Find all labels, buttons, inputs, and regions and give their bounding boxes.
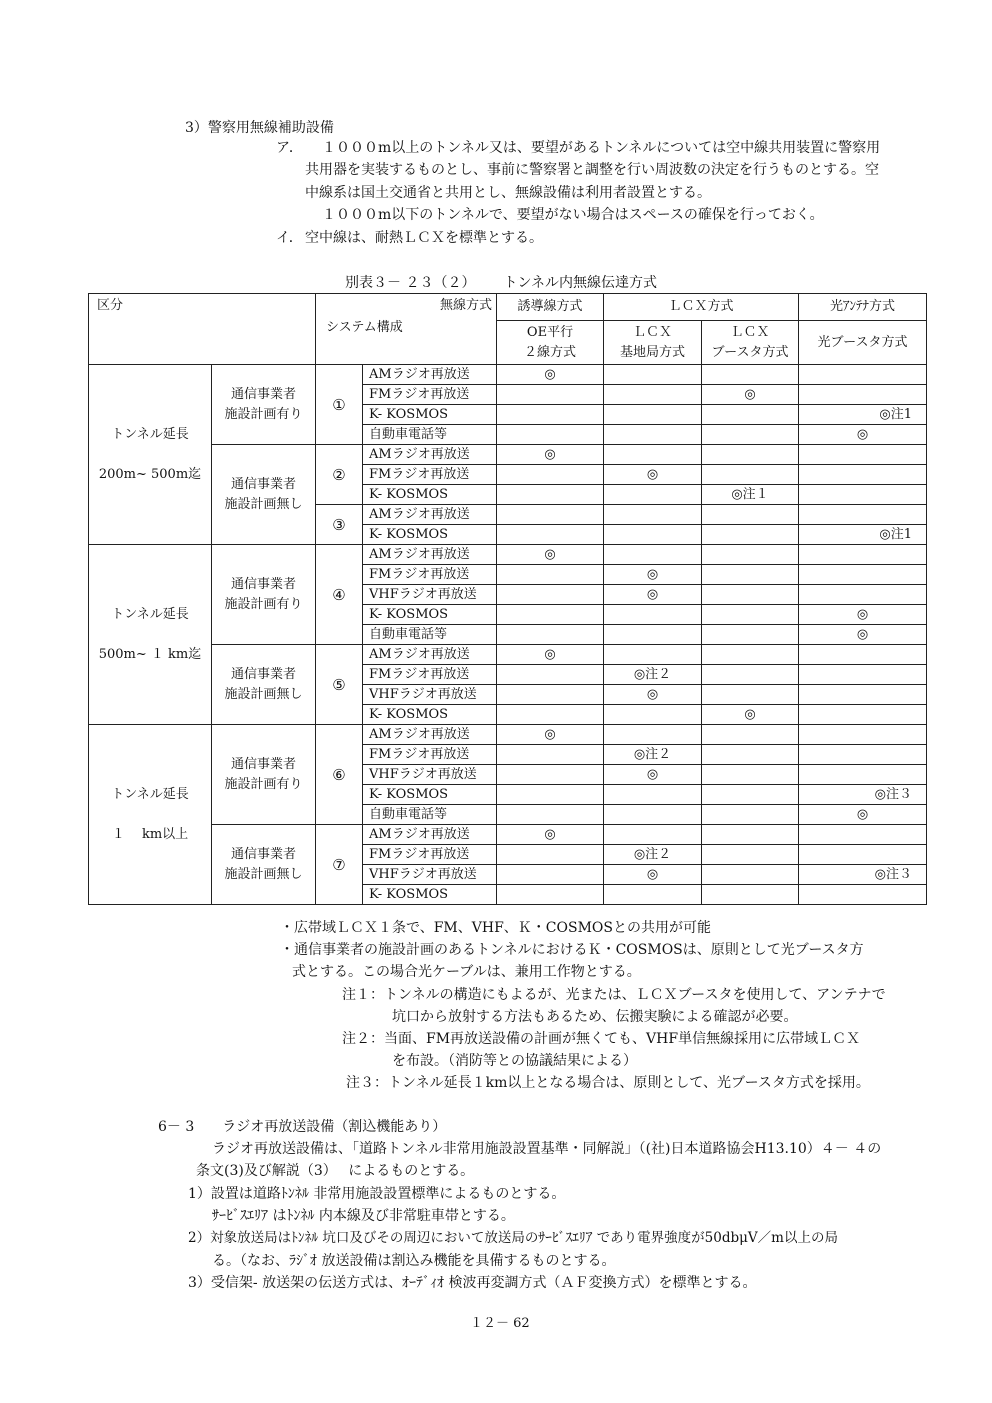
method-mark-cell: ◎ (604, 865, 702, 885)
method-mark-cell (702, 645, 799, 665)
method-mark-cell (702, 865, 799, 885)
method-mark-cell (604, 525, 702, 545)
page-number: １２－ 62 (470, 1316, 530, 1331)
item-i-line: 空中線は、耐熱ＬＣＸを標準とする。 (305, 230, 543, 246)
system-number-cell: ① (316, 365, 363, 445)
method-mark-cell (604, 705, 702, 725)
method-mark-cell (497, 865, 604, 885)
radio-transmission-table (88, 293, 927, 905)
item-a-line1: １０００m以上のトンネル又は、要望があるトンネルについては空中線共用装置に警察用 (322, 140, 881, 156)
method-mark-cell (497, 485, 604, 505)
broadcast-item-cell: VHFラジオ再放送 (363, 585, 497, 605)
header-oe: OE平行 ２線方式 (497, 321, 604, 365)
method-mark-cell (604, 485, 702, 505)
section63-item1: 1）設置は道路ﾄﾝﾈﾙ 非常用施設設置標準によるものとする。 (188, 1186, 566, 1202)
broadcast-item-cell: AMラジオ再放送 (363, 825, 497, 845)
plan-cell: 通信事業者 施設計画無し (212, 645, 316, 725)
method-mark-cell (702, 685, 799, 705)
plan-cell: 通信事業者 施設計画有り (212, 725, 316, 825)
method-mark-cell (799, 765, 927, 785)
broadcast-item-cell: 自動車電話等 (363, 425, 497, 445)
method-mark-cell: ◎注３ (799, 785, 927, 805)
method-mark-cell (604, 545, 702, 565)
table-row (89, 725, 927, 745)
method-mark-cell (604, 645, 702, 665)
table-row (89, 365, 927, 385)
section63-p1: ラジオ再放送設備は、「道路トンネル非常用施設設置基準・同解説」（(社)日本道路協会H13.10）４－ ４の (212, 1141, 882, 1157)
method-mark-cell: ◎注１ (702, 485, 799, 505)
method-mark-cell: ◎ (604, 465, 702, 485)
method-mark-cell (799, 365, 927, 385)
method-mark-cell (604, 805, 702, 825)
plan-cell: 通信事業者 施設計画有り (212, 545, 316, 645)
broadcast-item-cell: FMラジオ再放送 (363, 565, 497, 585)
method-mark-cell (497, 885, 604, 905)
item-a-line3: 中線系は国土交通省と共用とし、無線設備は利用者設置とする。 (305, 185, 711, 201)
method-mark-cell (604, 785, 702, 805)
method-mark-cell (702, 465, 799, 485)
method-mark-cell (497, 765, 604, 785)
method-mark-cell: ◎ (799, 625, 927, 645)
header-lcx-kiti: ＬＣＸ 基地局方式 (604, 321, 702, 365)
system-number-cell: ⑦ (316, 825, 363, 905)
header-kubun: 区分 (97, 298, 124, 313)
method-mark-cell (497, 845, 604, 865)
broadcast-item-cell: 自動車電話等 (363, 625, 497, 645)
tunnel-length-cell: トンネル延長 200m~ 500m迄 (89, 365, 212, 545)
system-number-cell: ⑥ (316, 725, 363, 825)
note-1b: 坑口から放射する方法もあるため、伝搬実験による確認が必要。 (392, 1009, 798, 1025)
system-number-cell: ③ (316, 505, 363, 545)
method-mark-cell (799, 645, 927, 665)
item-a-line4: １０００m以下のトンネルで、要望がない場合はスペースの確保を行っておく。 (322, 207, 824, 223)
method-mark-cell: ◎ (604, 685, 702, 705)
header-lcx: ＬＣＸ方式 (604, 294, 799, 321)
note-bullet-2a: ・通信事業者の施設計画のあるトンネルにおけるＫ・COSMOSは、原則として光ブースタ方 (280, 942, 864, 958)
header-hikari-antenna: 光ｱﾝﾃﾅ方式 (799, 294, 927, 321)
method-mark-cell (702, 845, 799, 865)
method-mark-cell (799, 705, 927, 725)
broadcast-item-cell: FMラジオ再放送 (363, 845, 497, 865)
note-2b: を布設。（消防等との協議結果による） (392, 1053, 637, 1069)
method-mark-cell (702, 425, 799, 445)
note-3: 注３：トンネル延長１km以上となる場合は、原則として、光ブースタ方式を採用。 (346, 1075, 870, 1091)
method-mark-cell (799, 465, 927, 485)
section63-item3: 3）受信架- 放送架の伝送方式は、ｵｰﾃﾞｨｵ 検波再変調方式（ＡＦ変換方式）を標準とする。 (188, 1275, 757, 1291)
item-i-label: イ． (276, 230, 303, 246)
method-mark-cell: ◎ (799, 425, 927, 445)
system-number-cell: ④ (316, 545, 363, 645)
method-mark-cell: ◎ (497, 365, 604, 385)
method-mark-cell (702, 365, 799, 385)
header-system-cell (316, 294, 497, 365)
method-mark-cell (702, 565, 799, 585)
plan-cell: 通信事業者 施設計画無し (212, 825, 316, 905)
header-lcx-booster: ＬＣＸ ブースタ方式 (702, 321, 799, 365)
plan-cell: 通信事業者 施設計画有り (212, 365, 316, 445)
section63-heading: 6－ 3 ラジオ再放送設備（割込機能あり） (158, 1119, 447, 1135)
method-mark-cell: ◎注２ (604, 745, 702, 765)
section3-heading: 3）警察用無線補助設備 (185, 120, 334, 136)
section63-item1b: ｻｰﾋﾞｽｴﾘｱ はﾄﾝﾈﾙ 内本線及び非常駐車帯とする。 (212, 1208, 515, 1224)
method-mark-cell (497, 525, 604, 545)
tunnel-length-cell: トンネル延長 500m~ １ km迄 (89, 545, 212, 725)
broadcast-item-cell: AMラジオ再放送 (363, 445, 497, 465)
method-mark-cell (702, 445, 799, 465)
method-mark-cell (799, 445, 927, 465)
method-mark-cell (604, 425, 702, 445)
broadcast-item-cell: 自動車電話等 (363, 805, 497, 825)
broadcast-item-cell: AMラジオ再放送 (363, 365, 497, 385)
method-mark-cell (604, 365, 702, 385)
method-mark-cell (497, 565, 604, 585)
method-mark-cell (497, 505, 604, 525)
method-mark-cell (604, 505, 702, 525)
method-mark-cell (799, 585, 927, 605)
broadcast-item-cell: AMラジオ再放送 (363, 725, 497, 745)
method-mark-cell: ◎注1 (799, 525, 927, 545)
plan-cell: 通信事業者 施設計画無し (212, 445, 316, 545)
broadcast-item-cell: FMラジオ再放送 (363, 385, 497, 405)
method-mark-cell (702, 825, 799, 845)
method-mark-cell: ◎ (702, 705, 799, 725)
method-mark-cell (799, 665, 927, 685)
broadcast-item-cell: K- KOSMOS (363, 785, 497, 805)
method-mark-cell (702, 525, 799, 545)
method-mark-cell (604, 625, 702, 645)
method-mark-cell (497, 745, 604, 765)
broadcast-item-cell: K- KOSMOS (363, 405, 497, 425)
method-mark-cell (702, 585, 799, 605)
table-caption-title: トンネル内無線伝達方式 (503, 275, 658, 291)
method-mark-cell (799, 745, 927, 765)
table-row (89, 645, 927, 665)
broadcast-item-cell: FMラジオ再放送 (363, 665, 497, 685)
method-mark-cell (799, 825, 927, 845)
broadcast-item-cell: VHFラジオ再放送 (363, 765, 497, 785)
method-mark-cell (799, 505, 927, 525)
method-mark-cell (799, 385, 927, 405)
method-mark-cell: ◎ (497, 825, 604, 845)
header-kubun-cell (89, 294, 316, 365)
section63-item2b: る。（なお、ﾗｼﾞｵ 放送設備は割込み機能を具備するものとする。 (212, 1253, 616, 1269)
method-mark-cell (497, 665, 604, 685)
method-mark-cell (497, 785, 604, 805)
method-mark-cell (604, 825, 702, 845)
method-mark-cell (799, 485, 927, 505)
table-caption (345, 272, 657, 292)
method-mark-cell: ◎ (604, 585, 702, 605)
method-mark-cell (497, 685, 604, 705)
method-mark-cell (497, 585, 604, 605)
method-mark-cell (497, 625, 604, 645)
method-mark-cell (702, 405, 799, 425)
method-mark-cell (497, 465, 604, 485)
header-hikari-booster: 光ブースタ方式 (799, 321, 927, 365)
method-mark-cell (497, 405, 604, 425)
item-a-line2: 共用器を実装するものとし、事前に警察署と調整を行い周波数の決定を行うものとする。空 (305, 162, 879, 178)
method-mark-cell (497, 385, 604, 405)
note-2a: 注２：当面、FM再放送設備の計画が無くても、VHF単信無線採用に広帯域ＬＣＸ (342, 1031, 861, 1047)
note-bullet-1: ・広帯域ＬＣＸ１条で、FM、VHF、Ｋ・COSMOSとの共用が可能 (280, 920, 711, 936)
header-row-1 (89, 294, 927, 321)
method-mark-cell: ◎ (497, 645, 604, 665)
method-mark-cell (702, 805, 799, 825)
method-mark-cell (799, 725, 927, 745)
method-mark-cell (604, 605, 702, 625)
method-mark-cell: ◎ (799, 605, 927, 625)
method-mark-cell (497, 425, 604, 445)
method-mark-cell (702, 605, 799, 625)
broadcast-item-cell: K- KOSMOS (363, 885, 497, 905)
system-number-cell: ⑤ (316, 645, 363, 725)
method-mark-cell (604, 405, 702, 425)
method-mark-cell (702, 505, 799, 525)
method-mark-cell (799, 885, 927, 905)
method-mark-cell: ◎ (702, 385, 799, 405)
method-mark-cell (702, 665, 799, 685)
broadcast-item-cell: AMラジオ再放送 (363, 505, 497, 525)
method-mark-cell: ◎ (497, 445, 604, 465)
section63-p2: 条文(3)及び解説（3） によるものとする。 (196, 1163, 475, 1179)
method-mark-cell: ◎ (497, 545, 604, 565)
header-system: システム構成 (326, 320, 403, 335)
broadcast-item-cell: K- KOSMOS (363, 485, 497, 505)
item-a-label: ア． (276, 140, 303, 156)
method-mark-cell (702, 625, 799, 645)
method-mark-cell (497, 705, 604, 725)
method-mark-cell (497, 805, 604, 825)
broadcast-item-cell: K- KOSMOS (363, 705, 497, 725)
method-mark-cell (702, 785, 799, 805)
broadcast-item-cell: FMラジオ再放送 (363, 745, 497, 765)
method-mark-cell: ◎ (799, 805, 927, 825)
method-mark-cell: ◎注２ (604, 845, 702, 865)
broadcast-item-cell: AMラジオ再放送 (363, 545, 497, 565)
header-musen: 無線方式 (439, 298, 492, 313)
method-mark-cell (604, 885, 702, 905)
broadcast-item-cell: FMラジオ再放送 (363, 465, 497, 485)
method-mark-cell (799, 845, 927, 865)
note-bullet-2b: 式とする。この場合光ケーブルは、兼用工作物とする。 (292, 964, 641, 980)
broadcast-item-cell: VHFラジオ再放送 (363, 865, 497, 885)
method-mark-cell (799, 565, 927, 585)
section63-item2: 2）対象放送局はﾄﾝﾈﾙ 坑口及びその周辺において放送局のｻｰﾋﾞｽｴﾘｱ であり電界強度が50dbμV／m以上の局 (188, 1230, 838, 1246)
method-mark-cell (702, 885, 799, 905)
note-1a: 注１：トンネルの構造にもよるが、光または、ＬＣＸブースタを使用して、アンテナで (342, 987, 886, 1003)
method-mark-cell (702, 545, 799, 565)
method-mark-cell: ◎注1 (799, 405, 927, 425)
method-mark-cell: ◎ (604, 565, 702, 585)
broadcast-item-cell: VHFラジオ再放送 (363, 685, 497, 705)
method-mark-cell: ◎ (497, 725, 604, 745)
method-mark-cell (604, 385, 702, 405)
method-mark-cell: ◎ (604, 765, 702, 785)
table-row (89, 445, 927, 465)
method-mark-cell (702, 725, 799, 745)
method-mark-cell: ◎注３ (799, 865, 927, 885)
broadcast-item-cell: K- KOSMOS (363, 525, 497, 545)
system-number-cell: ② (316, 445, 363, 505)
broadcast-item-cell: AMラジオ再放送 (363, 645, 497, 665)
broadcast-item-cell: K- KOSMOS (363, 605, 497, 625)
method-mark-cell (799, 545, 927, 565)
method-mark-cell (702, 745, 799, 765)
table-row (89, 545, 927, 565)
table-row (89, 825, 927, 845)
method-mark-cell: ◎注２ (604, 665, 702, 685)
method-mark-cell (604, 445, 702, 465)
method-mark-cell (799, 685, 927, 705)
method-mark-cell (497, 605, 604, 625)
table-caption-number: 別表３－ ２３（２） (345, 275, 476, 291)
method-mark-cell (702, 765, 799, 785)
header-yudou: 誘導線方式 (497, 294, 604, 321)
tunnel-length-cell: トンネル延長 １ km以上 (89, 725, 212, 905)
method-mark-cell (604, 725, 702, 745)
